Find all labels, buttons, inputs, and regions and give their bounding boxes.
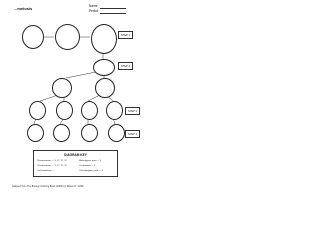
step-label-2: STEP 2: [118, 62, 133, 70]
cell-10: [106, 101, 123, 120]
key-item-left-1: Chromosomes — 5, 17, 27, 37: [37, 160, 67, 162]
key-item-left-2: Chromosomes — 5, 17, 27, 37: [37, 165, 67, 167]
cell-6: [95, 78, 115, 98]
name-label: Name: [89, 4, 98, 8]
step-label-1: STEP 1: [118, 31, 133, 39]
key-item-right-3: Cell (daughter) cells — 4: [79, 170, 104, 172]
cell-4: [93, 59, 115, 76]
cell-1: [22, 25, 44, 49]
worksheet-title: ...meiosis: [14, 6, 33, 11]
diagram-key-title: DIAGRAM KEY: [64, 153, 87, 157]
cell-8: [56, 101, 73, 120]
cell-7: [29, 101, 46, 120]
cell-9: [81, 101, 98, 120]
diagram-key-box: [33, 150, 118, 177]
arrow-4: [66, 72, 96, 78]
cell-13: [81, 124, 98, 142]
footer-credit: Adapted from The Biology Coloring Book (1986) by Robert D. Griffin: [12, 185, 84, 188]
worksheet-page: [0, 0, 149, 198]
cell-14: [108, 124, 125, 142]
cell-5: [52, 78, 72, 98]
cell-2: [55, 24, 80, 50]
step-label-3: STEP 3: [125, 107, 140, 115]
step-label-4: STEP 4: [125, 130, 140, 138]
cell-12: [53, 124, 70, 142]
cell-3: [91, 24, 117, 54]
key-item-left-3: Cell membrane —: [37, 170, 55, 172]
period-label: Period: [89, 9, 99, 13]
key-item-right-1: Homologous pairs — 5: [79, 160, 102, 162]
key-item-right-2: Centromere — 6: [79, 165, 96, 167]
cell-11: [27, 124, 44, 142]
